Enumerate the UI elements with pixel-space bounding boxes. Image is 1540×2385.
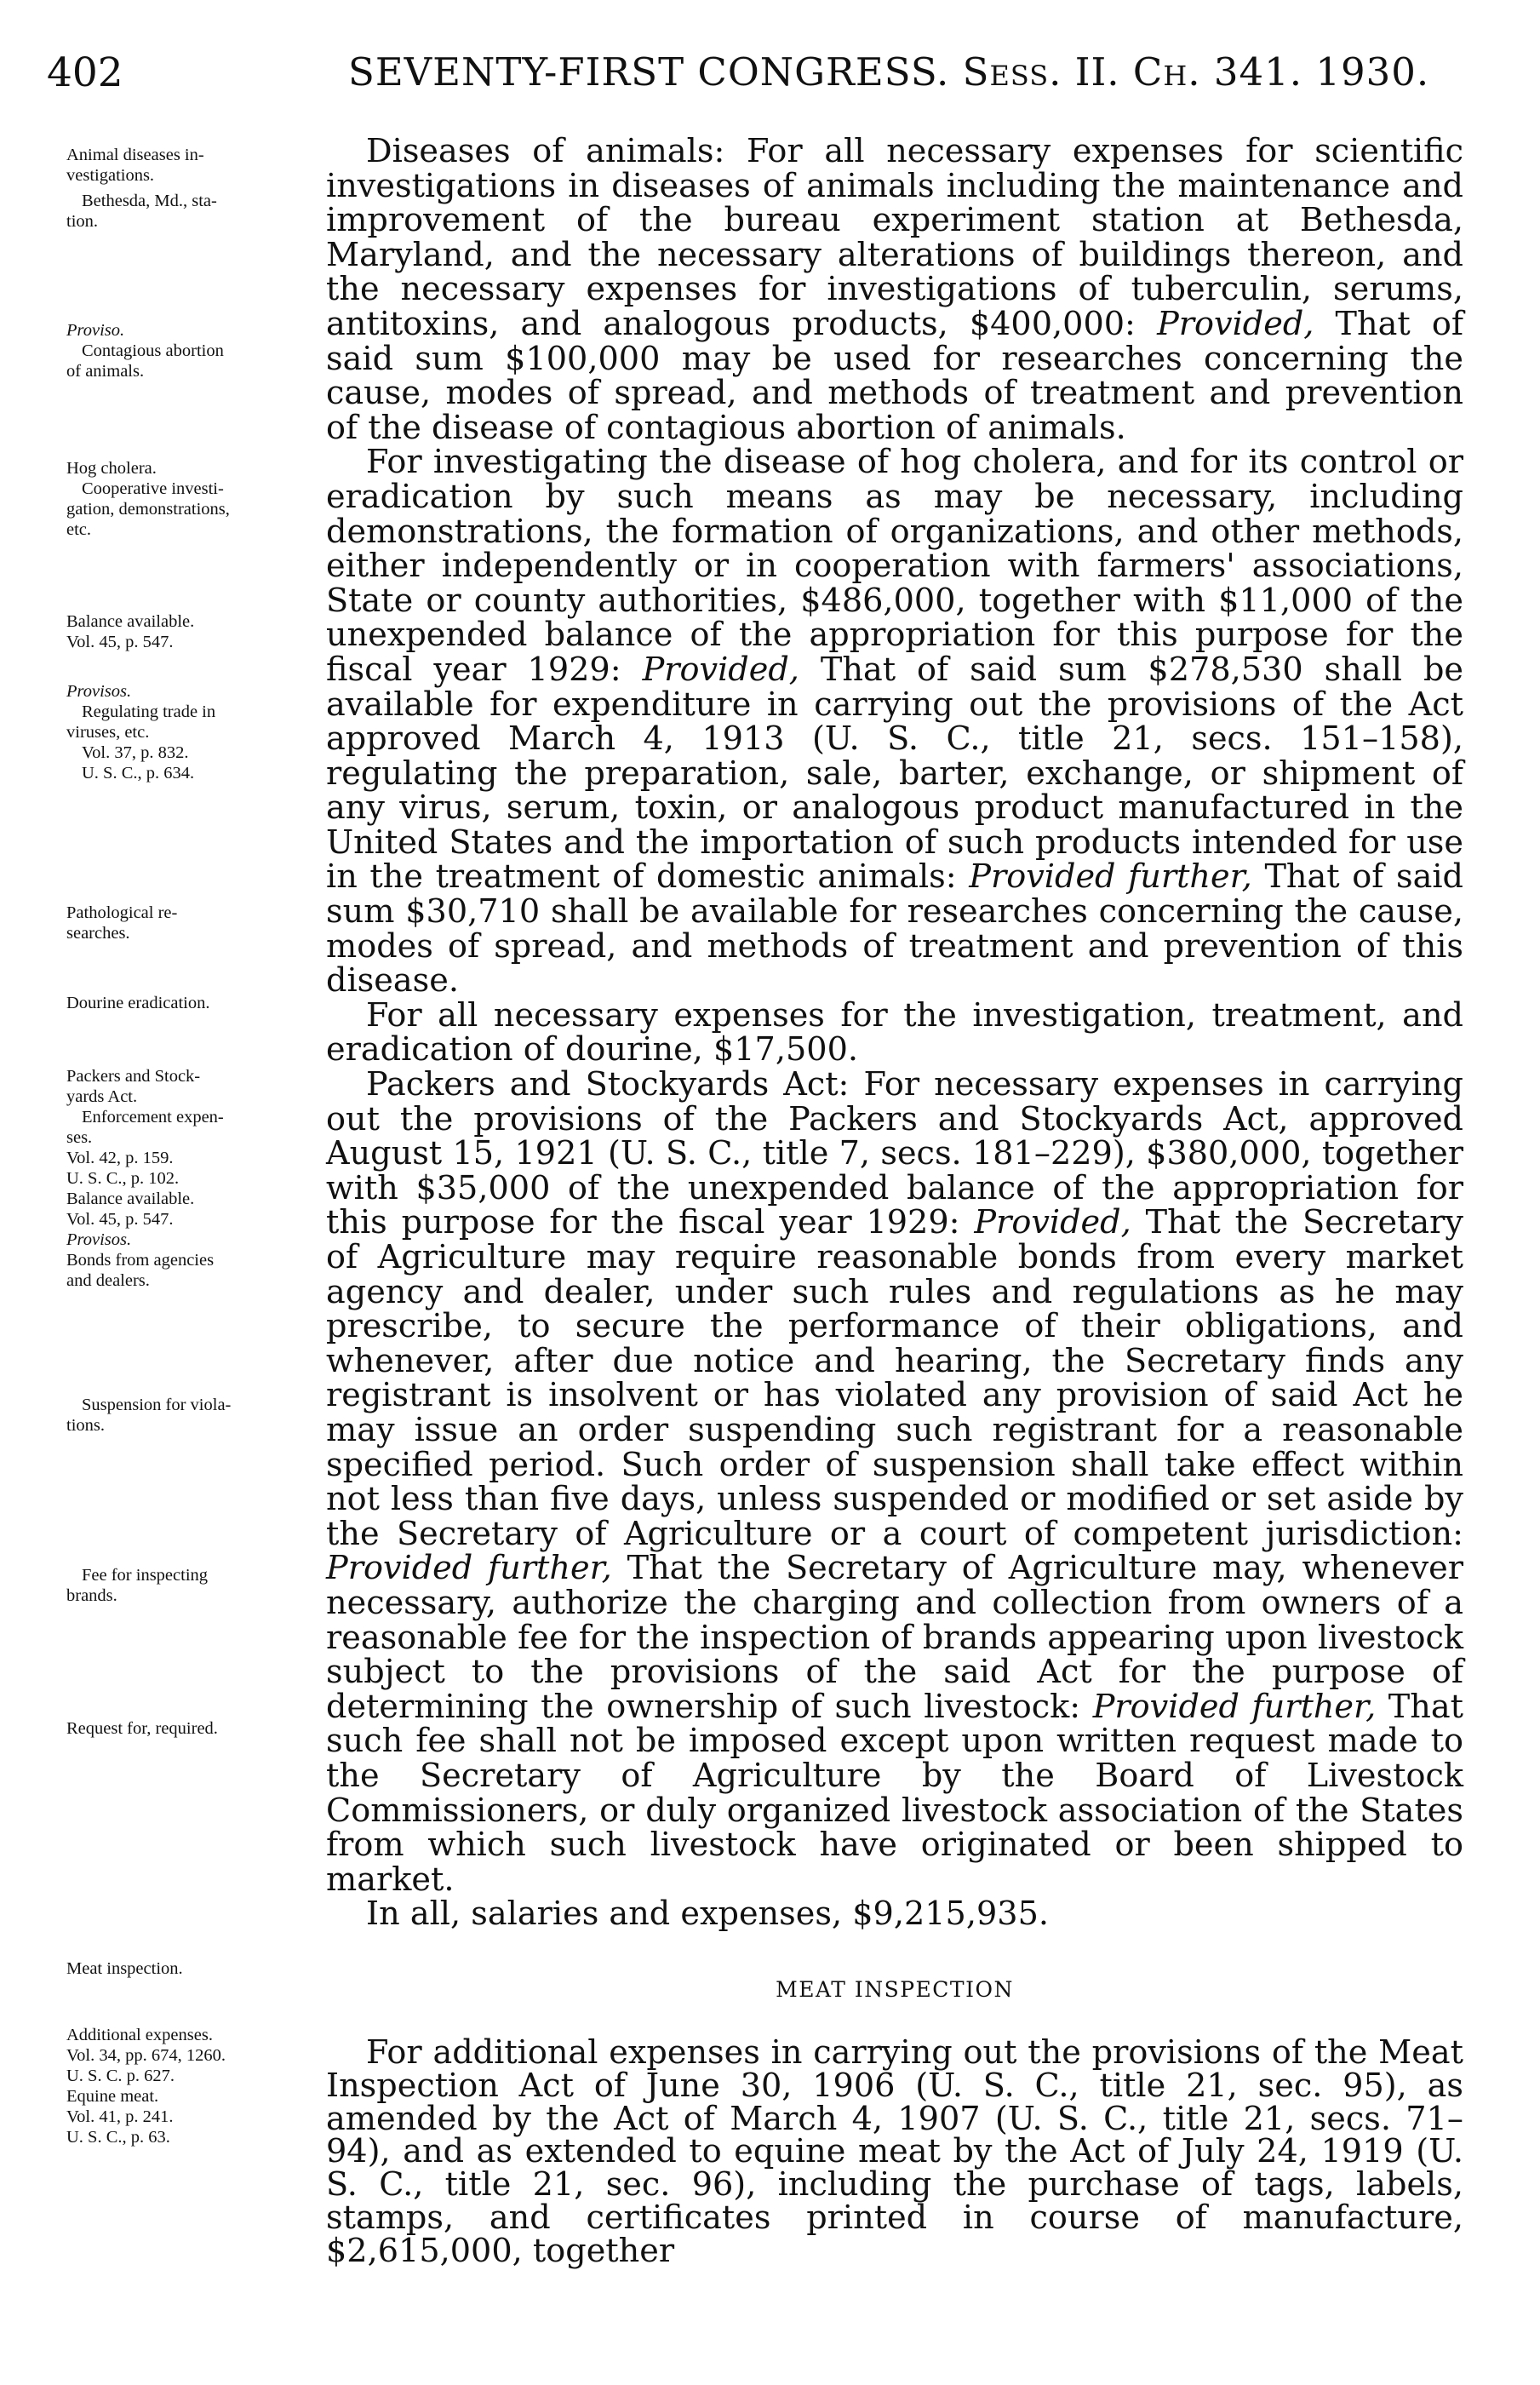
margin-note-line: U. S. C., p. 102.: [66, 1169, 180, 1188]
margin-note-line: Suspension for viola-: [82, 1396, 232, 1414]
margin-note-line: Enforcement expen-: [82, 1108, 224, 1127]
margin-note-additional-expenses: [66, 2025, 298, 2147]
margin-note-line: Vol. 34, pp. 674, 1260.: [66, 2046, 226, 2065]
paragraph-text: That of said sum $100,000 may be used for researches concerning the cause, modes of spread, and methods of treatment and prevention of the disease of contagious abortion of animals.: [326, 305, 1463, 447]
paragraph-text: Diseases of animals: For all necessary expenses for scientific investigations in diseases of animals including the maintenance and improvement of the bureau experiment station at Bethesda, Maryland, and the necessary alterations of buildings thereon, and the necessary expenses for investigations of tuberculin, serums, antitoxins, and analogous products, $400,000:: [326, 133, 1463, 343]
paragraph-hog-cholera: [326, 445, 1463, 999]
provided-clause: Provided,: [642, 651, 799, 689]
margin-note-line: Dourine eradication.: [66, 994, 210, 1012]
running-head-session-label: Sess.: [962, 49, 1062, 95]
margin-note-line: Vol. 42, p. 159.: [66, 1149, 174, 1167]
margin-note-provisos: Provisos.: [66, 682, 132, 701]
margin-note-line: Balance available.: [66, 1190, 195, 1208]
margin-note-line: ses.: [66, 1128, 93, 1147]
margin-note-line: Hog cholera.: [66, 459, 157, 478]
meat-inspection-text: [326, 2034, 1463, 2270]
margin-note-meat-inspection: [66, 1958, 298, 1979]
margin-note-line: viruses, etc.: [66, 723, 150, 742]
paragraph-text: For all necessary expenses for the investigation, treatment, and eradication of dourine, $17,500.: [326, 996, 1463, 1069]
paragraph-text: For additional expenses in carrying out the provisions of the Meat Inspection Act of June 30, 1906 (U. S. C., title 21, sec. 95), as amended by the Act of March 4, 1907 (U. S. C., title 21, secs. 71–94), and as extended to equine meat by the Act of July 24, 1919 (U. S. C., title 21, sec. 96), including the purchase of tags, labels, stamps, and certificates printed in course of manufacture, $2,615,000, together: [326, 2034, 1463, 2270]
margin-note-line: Bonds from agencies: [66, 1251, 215, 1270]
paragraph-diseases-of-animals: [326, 135, 1463, 445]
provided-further-clause: Provided further,: [1092, 1688, 1377, 1726]
margin-note-line: Contagious abortion: [82, 341, 224, 360]
paragraph-text: That the Secretary of Agriculture may require reasonable bonds from every market agency and dealer, under such rules and regulations as he may prescribe, to secure the performance of their obligations, and whenever, after due notice and hearing, the Secretary finds any registrant is insolvent or has violated any provision of said Act he may issue an order suspending such registrant for a reasonable specified period. Such order of suspension shall take effect within not less than five days, unless suspended or modified or set aside by the Secretary of Agriculture or a court of competent jurisdiction:: [326, 1204, 1464, 1553]
margin-note-line: Pathological re-: [66, 903, 178, 922]
paragraph-text: That the Secretary of Agriculture may, whenever necessary, authorize the charging and collection from owners of a reasonable fee for the inspection of brands appearing upon livestock subject to the provisions of the said Act for the purpose of determining the ownership of such livestock:: [326, 1550, 1464, 1726]
paragraph-text: That such fee shall not be imposed except upon written request made to the Secretary of Agriculture by the Board of Livestock Commissioners, or duly organized livestock association of the States from which such livestock have originated or been shipped to market.: [326, 1688, 1463, 1899]
margin-note-proviso: Proviso.: [66, 321, 125, 340]
margin-note-regulating-trade: [66, 681, 298, 783]
margin-note-bethesda: [66, 191, 298, 232]
running-head: [348, 49, 1429, 95]
margin-note-line: U. S. C., p. 63.: [66, 2128, 170, 2147]
provided-further-clause: Provided further,: [969, 858, 1252, 897]
running-head-title: SEVENTY-FIRST CONGRESS.: [348, 49, 963, 95]
paragraph-dourine: [326, 996, 1463, 1069]
margin-note-packers-stockyards: [66, 1066, 298, 1291]
margin-note-line: searches.: [66, 924, 130, 943]
margin-note-pathological: [66, 903, 298, 943]
margin-note-line: tions.: [66, 1416, 105, 1435]
margin-note-line: Request for, required.: [66, 1719, 218, 1738]
margin-note-line: Equine meat.: [66, 2087, 159, 2106]
section-heading-meat-inspection: MEAT INSPECTION: [776, 1977, 1014, 2002]
margin-note-line: Cooperative investi-: [82, 479, 224, 498]
margin-note-line: Bethesda, Md., sta-: [82, 192, 217, 210]
running-head-chapter-year: 341. 1930.: [1200, 49, 1430, 95]
paragraph-text: That of said sum $278,530 shall be available for expenditure in carrying out the provisions of the Act approved March 4, 1913 (U. S. C., title 21, secs. 151–158), regulating the preparation, sale, barter, exchange, or shipment of any virus, serum, toxin, or analogous product manufactured in the United States and the importation of such products intended for use in the treatment of domestic animals:: [326, 651, 1463, 897]
margin-note-line: Meat inspection.: [66, 1959, 183, 1978]
provided-clause: Provided,: [1157, 305, 1314, 343]
margin-note-line: U. S. C. p. 627.: [66, 2067, 175, 2085]
margin-note-request-required: [66, 1718, 298, 1739]
margin-note-line: Balance available.: [66, 612, 195, 631]
paragraph-in-all-total: [326, 1897, 1463, 1932]
main-text: [326, 135, 1463, 1932]
margin-note-line: vestigations.: [66, 166, 155, 185]
margin-note-fee-brands: [66, 1565, 298, 1606]
margin-note-line: gation, demonstrations,: [66, 500, 230, 519]
margin-note-contagious-abortion: [66, 320, 298, 381]
margin-note-line: Additional expenses.: [66, 2026, 213, 2044]
provided-clause: Provided,: [974, 1204, 1131, 1242]
margin-note-line: Animal diseases in-: [66, 146, 204, 164]
margin-note-line: Vol. 41, p. 241.: [66, 2107, 174, 2126]
margin-note-line: Vol. 45, p. 547.: [66, 633, 174, 651]
margin-note-provisos: Provisos.: [66, 1230, 132, 1249]
margin-note-line: Packers and Stock-: [66, 1067, 201, 1086]
paragraph-text: That of said sum $30,710 shall be available for researches concerning the cause, modes of spread, and methods of treatment and prevention of this disease.: [326, 858, 1464, 1000]
margin-note-suspension: [66, 1395, 298, 1436]
margin-note-balance-available: [66, 611, 298, 652]
provided-further-clause: Provided further,: [326, 1550, 612, 1588]
margin-note-dourine: [66, 993, 298, 1013]
page-header: [47, 49, 1460, 100]
margin-note-line: yards Act.: [66, 1087, 138, 1106]
running-head-session: II.: [1062, 49, 1133, 95]
paragraph-packers-stockyards: [326, 1068, 1463, 1897]
margin-note-hog-cholera: [66, 458, 298, 540]
margin-note-line: of animals.: [66, 362, 145, 381]
running-head-chapter-label: Ch.: [1132, 49, 1201, 95]
margin-note-line: U. S. C., p. 634.: [82, 764, 195, 783]
paragraph-text: In all, salaries and expenses, $9,215,935.: [366, 1895, 1050, 1934]
margin-note-line: Fee for inspecting: [82, 1566, 209, 1585]
margin-note-line: Regulating trade in: [82, 702, 216, 721]
margin-note-line: Vol. 45, p. 547.: [66, 1210, 174, 1229]
paragraph-text: For investigating the disease of hog cholera, and for its control or eradication by such means as may be necessary, including demonstrations, the formation of organizations, and other methods, either independently or in cooperation with farmers' associations, State or county authorities, $486,000, together with $11,000 of the unexpended balance of the appropriation for this purpose for the fiscal year 1929:: [326, 444, 1463, 689]
margin-note-line: etc.: [66, 520, 92, 539]
paragraph-meat-inspection: [326, 2034, 1463, 2270]
margin-note-line: Vol. 37, p. 832.: [82, 743, 189, 762]
margin-note-line: brands.: [66, 1586, 117, 1605]
margin-note-line: and dealers.: [66, 1271, 150, 1290]
paragraph-text: Packers and Stockyards Act: For necessary expenses in carrying out the provisions of the Packers and Stockyards Act, approved August 15, 1921 (U. S. C., title 7, secs. 181–229), $380,000, together with $35,000 of the unexpended balance of the appropriation for this purpose for the fiscal year 1929:: [326, 1066, 1463, 1242]
margin-note-line: tion.: [66, 212, 99, 231]
margin-note-animal-diseases: [66, 145, 298, 186]
page-number: 402: [47, 49, 123, 96]
